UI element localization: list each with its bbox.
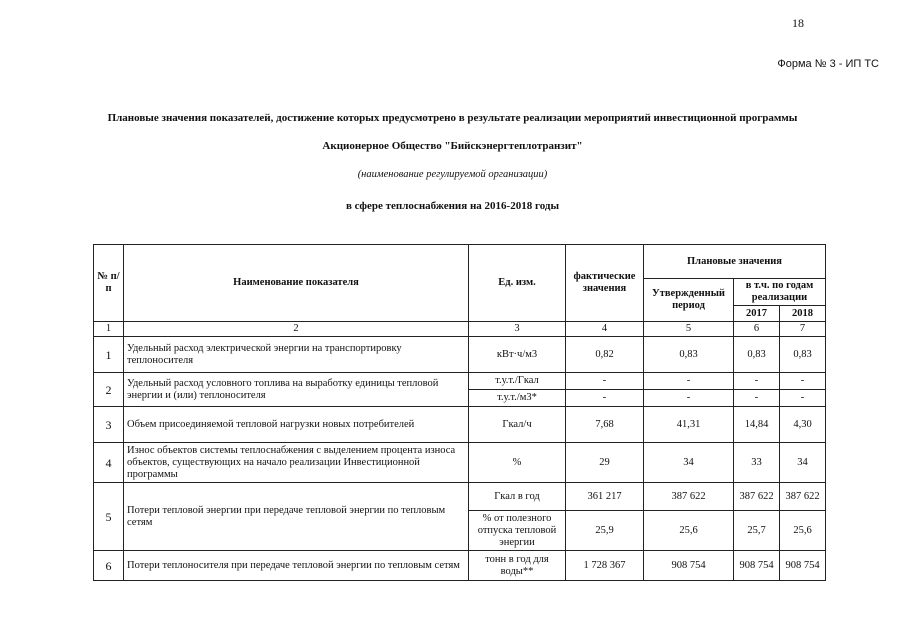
indicator-name: Удельный расход электрической энергии на транспортировку теплоносителя bbox=[124, 337, 469, 373]
indicator-name: Износ объектов системы теплоснабжения с выделением процента износа объектов, существующих на начало реализации Инвестиционной программы bbox=[124, 443, 469, 483]
header-name: Наименование показателя bbox=[124, 245, 469, 322]
approved-cell: 41,31 bbox=[644, 407, 734, 443]
header-approved: Утвержденный период bbox=[644, 279, 734, 322]
unit-cell: % от полезного отпуска тепловой энергии bbox=[469, 511, 566, 551]
indicator-name: Объем присоединяемой тепловой нагрузки новых потребителей bbox=[124, 407, 469, 443]
year-2018-cell: 4,30 bbox=[780, 407, 826, 443]
unit-cell: т.у.т./м3* bbox=[469, 390, 566, 407]
col-number: 5 bbox=[644, 322, 734, 337]
year-2018-cell: 908 754 bbox=[780, 551, 826, 581]
header-unit: Ед. изм. bbox=[469, 245, 566, 322]
year-2018-cell: - bbox=[780, 373, 826, 390]
indicator-name: Потери теплоносителя при передаче тепловой энергии по тепловым сетям bbox=[124, 551, 469, 581]
table-row bbox=[94, 373, 826, 390]
actual-cell: 25,9 bbox=[566, 511, 644, 551]
col-number: 1 bbox=[94, 322, 124, 337]
actual-cell: 361 217 bbox=[566, 483, 644, 511]
col-number: 2 bbox=[124, 322, 469, 337]
year-2018-cell: 25,6 bbox=[780, 511, 826, 551]
indicator-name: Потери тепловой энергии при передаче тепловой энергии по тепловым сетям bbox=[124, 483, 469, 551]
unit-cell: кВт·ч/м3 bbox=[469, 337, 566, 373]
actual-cell: 29 bbox=[566, 443, 644, 483]
approved-cell: 25,6 bbox=[644, 511, 734, 551]
header-no: № п/п bbox=[94, 245, 124, 322]
year-2017-cell: 33 bbox=[734, 443, 780, 483]
table-row bbox=[94, 407, 826, 443]
table-row bbox=[94, 337, 826, 373]
col-number: 3 bbox=[469, 322, 566, 337]
header-2018: 2018 bbox=[780, 306, 826, 322]
table-row bbox=[94, 443, 826, 483]
unit-cell: Гкал/ч bbox=[469, 407, 566, 443]
year-2017-cell: 387 622 bbox=[734, 483, 780, 511]
indicator-name: Удельный расход условного топлива на выработку единицы тепловой энергии и (или) теплоносителя bbox=[124, 373, 469, 407]
form-number: Форма № 3 - ИП ТС bbox=[777, 58, 879, 70]
approved-cell: 34 bbox=[644, 443, 734, 483]
approved-cell: - bbox=[644, 373, 734, 390]
row-number: 4 bbox=[94, 443, 124, 483]
indicators-table bbox=[93, 244, 826, 581]
unit-cell: т.у.т./Гкал bbox=[469, 373, 566, 390]
unit-cell: Гкал в год bbox=[469, 483, 566, 511]
year-2017-cell: - bbox=[734, 390, 780, 407]
document-title: Плановые значения показателей, достижение которых предусмотрено в результате реализации мероприятий инвестиционной программы bbox=[107, 112, 798, 124]
approved-cell: 908 754 bbox=[644, 551, 734, 581]
year-2017-cell: - bbox=[734, 373, 780, 390]
actual-cell: - bbox=[566, 390, 644, 407]
col-number: 6 bbox=[734, 322, 780, 337]
row-number: 3 bbox=[94, 407, 124, 443]
header-actual: фактические значения bbox=[566, 245, 644, 322]
year-2018-cell: 387 622 bbox=[780, 483, 826, 511]
page-number: 18 bbox=[792, 16, 804, 30]
year-2018-cell: 0,83 bbox=[780, 337, 826, 373]
unit-cell: тонн в год для воды** bbox=[469, 551, 566, 581]
row-number: 1 bbox=[94, 337, 124, 373]
col-number: 7 bbox=[780, 322, 826, 337]
approved-cell: 387 622 bbox=[644, 483, 734, 511]
year-2017-cell: 14,84 bbox=[734, 407, 780, 443]
actual-cell: 7,68 bbox=[566, 407, 644, 443]
table-row bbox=[94, 483, 826, 511]
year-2017-cell: 0,83 bbox=[734, 337, 780, 373]
col-number: 4 bbox=[566, 322, 644, 337]
table-row bbox=[94, 551, 826, 581]
year-2018-cell: - bbox=[780, 390, 826, 407]
year-2017-cell: 25,7 bbox=[734, 511, 780, 551]
year-2018-cell: 34 bbox=[780, 443, 826, 483]
row-number: 2 bbox=[94, 373, 124, 407]
header-planned: Плановые значения bbox=[644, 245, 826, 279]
actual-cell: - bbox=[566, 373, 644, 390]
year-2017-cell: 908 754 bbox=[734, 551, 780, 581]
header-2017: 2017 bbox=[734, 306, 780, 322]
header-by-years: в т.ч. по годам реализации bbox=[734, 279, 826, 306]
organization-name: Акционерное Общество "Бийскэнергтеплотранзит" bbox=[322, 140, 583, 152]
approved-cell: - bbox=[644, 390, 734, 407]
row-number: 5 bbox=[94, 483, 124, 551]
organization-caption: (наименование регулируемой организации) bbox=[357, 169, 548, 180]
scope-title: в сфере теплоснабжения на 2016-2018 годы bbox=[345, 200, 560, 212]
approved-cell: 0,83 bbox=[644, 337, 734, 373]
unit-cell: % bbox=[469, 443, 566, 483]
actual-cell: 1 728 367 bbox=[566, 551, 644, 581]
row-number: 6 bbox=[94, 551, 124, 581]
actual-cell: 0,82 bbox=[566, 337, 644, 373]
